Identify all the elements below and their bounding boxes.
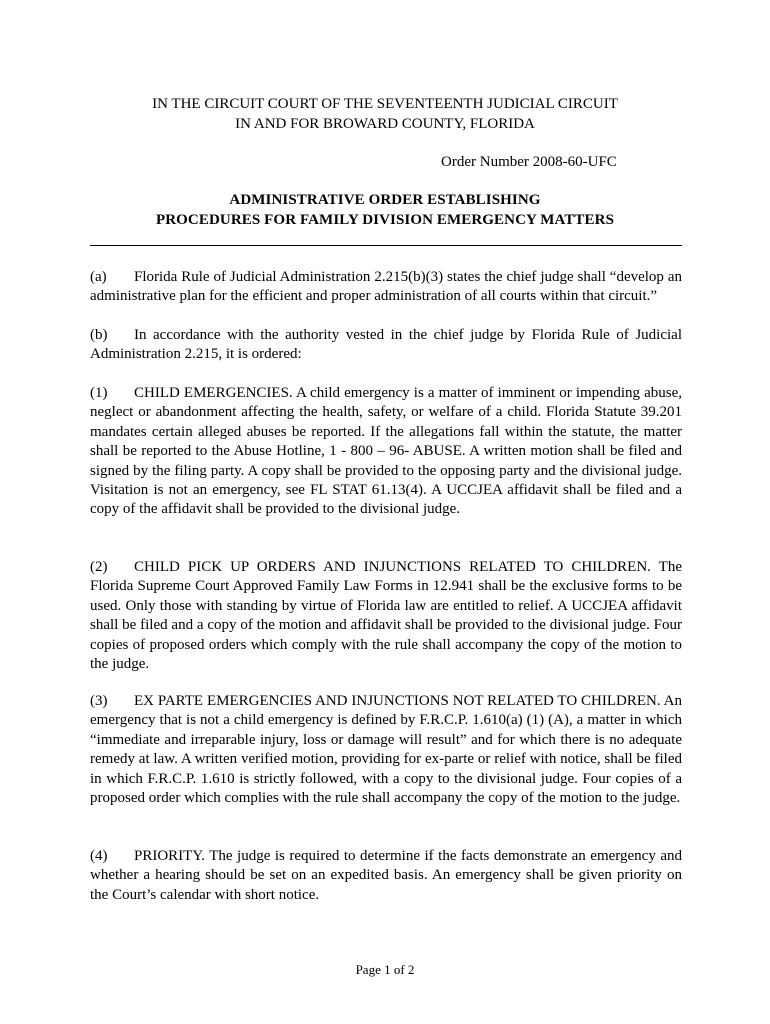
- paragraph-3-ex-parte-emergencies: [90, 692, 682, 808]
- paragraph-marker: (2): [90, 559, 108, 575]
- horizontal-divider: [90, 245, 682, 246]
- paragraph-text: CHILD EMERGENCIES. A child emergency is a matter of imminent or impending abuse, neglect or abandonment affecting the health, safety, or welfare of a child. Florida Statute 39.201 mandates certain alleged abuses be reported. If the allegations fall within the statute, the matter shall be reported to the Abuse Hotline, 1 - 800 – 96- ABUSE. A written motion shall be filed and signed by the filing party. A copy shall be provided to the opposing party and the divisional judge. Visitation is not an emergency, see FL STAT 61.13(4). A UCCJEA affidavit shall be filed and a copy of the affidavit shall be provided to the divisional judge.: [90, 385, 682, 518]
- paragraph-text: Florida Rule of Judicial Administration 2.215(b)(3) states the chief judge shall “develop an administrative plan for the efficient and proper administration of all courts within that circuit.”: [90, 269, 682, 305]
- paragraph-a: [90, 268, 682, 307]
- paragraph-text: CHILD PICK UP ORDERS AND INJUNCTIONS RELATED TO CHILDREN. The Florida Supreme Court Approved Family Law Forms in 12.941 shall be the exclusive forms to be used. Only those with standing by virtue of Florida law are entitled to relief. A UCCJEA affidavit shall be filed and a copy of the motion and affidavit shall be provided to the divisional judge. Four copies of proposed orders which comply with the rule shall accompany the copy of the motion to the judge.: [90, 559, 682, 673]
- paragraph-text: EX PARTE EMERGENCIES AND INJUNCTIONS NOT RELATED TO CHILDREN. An emergency that is not a child emergency is defined by F.R.C.P. 1.610(a) (1) (A), a matter in which “immediate and irreparable injury, loss or damage will result” and for which there is no adequate remedy at law. A written verified motion, providing for ex-parte or relief with notice, shall be filed in which F.R.C.P. 1.610 is strictly followed, with a copy to the divisional judge. Four copies of a proposed order which complies with the rule shall accompany the copy of the motion to the judge.: [90, 693, 682, 807]
- order-number: Order Number 2008-60-UFC: [441, 154, 617, 170]
- paragraph-marker: (b): [90, 327, 108, 343]
- order-title-line-2: PROCEDURES FOR FAMILY DIVISION EMERGENCY MATTERS: [155, 212, 615, 228]
- court-heading-line-2: IN AND FOR BROWARD COUNTY, FLORIDA: [235, 116, 535, 132]
- paragraph-marker: (3): [90, 693, 108, 709]
- paragraph-marker: (4): [90, 848, 108, 864]
- paragraph-text: In accordance with the authority vested in the chief judge by Florida Rule of Judicial Administration 2.215, it is ordered:: [90, 327, 682, 363]
- paragraph-1-child-emergencies: [90, 384, 682, 520]
- paragraph-2-child-pickup-orders: [90, 558, 682, 674]
- paragraph-marker: (a): [90, 269, 107, 285]
- order-title-line-1: ADMINISTRATIVE ORDER ESTABLISHING: [229, 192, 541, 208]
- paragraph-b: [90, 326, 682, 365]
- paragraph-marker: (1): [90, 385, 108, 401]
- paragraph-4-priority: [90, 847, 682, 905]
- paragraph-text: PRIORITY. The judge is required to determine if the facts demonstrate an emergency and whether a hearing should be set on an expedited basis. An emergency shall be given priority on the Court’s calendar with short notice.: [90, 848, 682, 903]
- court-heading-line-1: IN THE CIRCUIT COURT OF THE SEVENTEENTH JUDICIAL CIRCUIT: [152, 96, 618, 112]
- page-number: Page 1 of 2: [355, 962, 415, 977]
